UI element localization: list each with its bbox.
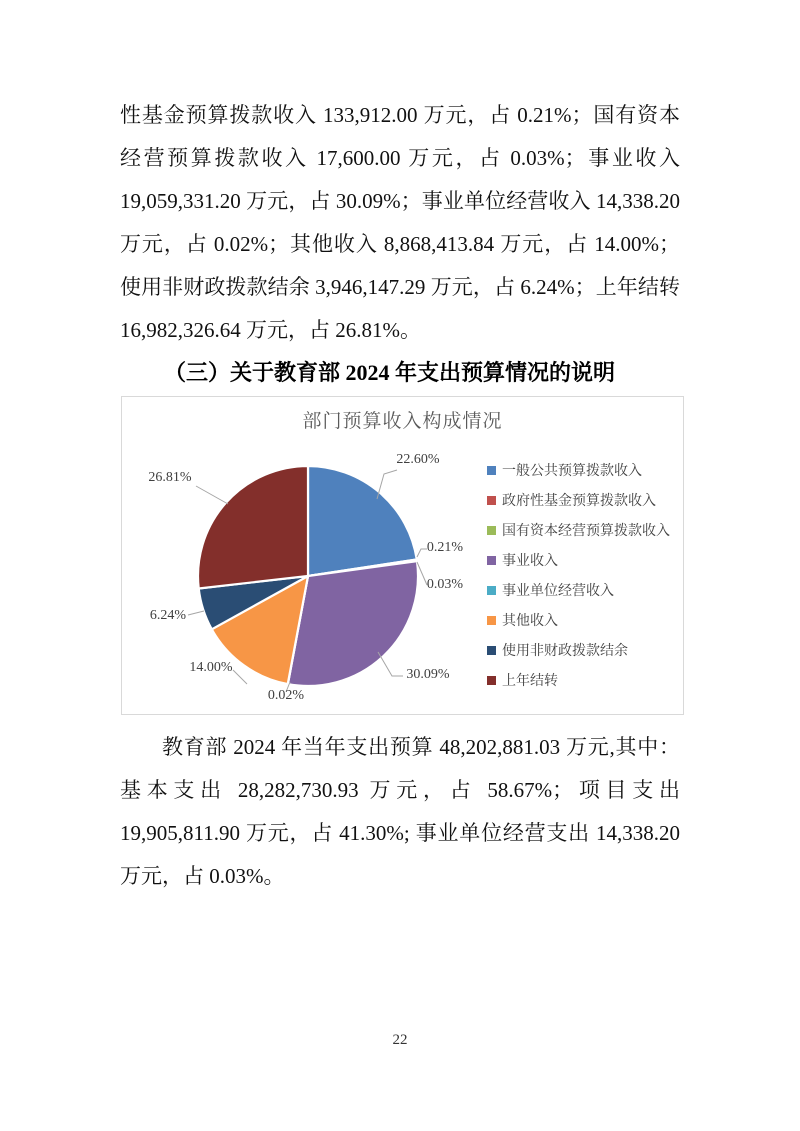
label-leader-line (233, 670, 247, 684)
pie-percent-label: 0.21% (426, 540, 464, 555)
legend-label: 上年结转 (502, 674, 558, 689)
legend-item-4 (487, 545, 670, 575)
pie-percent-label: 22.60% (396, 452, 440, 467)
legend-swatch-icon (487, 646, 496, 655)
text-column (120, 0, 680, 898)
pie-slice-8 (198, 466, 308, 588)
chart-title: 部门预算收入构成情况 (302, 411, 503, 432)
legend-swatch-icon (487, 676, 496, 685)
legend-item-5 (487, 575, 670, 605)
paragraph-revenue-continuation: 性基金预算拨款收入 133,912.00 万元，占 0.21%；国有资本经营预算拨款收入 17,600.00 万元，占 0.03%；事业收入 19,059,331.20 万元，占 30.09%；事业单位经营收入 14,338.20 万元，占 0.02%；其他收入 8,868,413.84 万元，占 14.00%；使用非财政拨款结余 3,946,147.29 万元，占 6.24%；上年结转 16,982,326.64 万元，占 26.81%。 (120, 103, 680, 342)
legend-swatch-icon (487, 466, 496, 475)
legend-label: 其他收入 (502, 614, 558, 629)
pie-percent-label: 0.02% (267, 688, 305, 703)
legend-item-2 (487, 485, 670, 515)
page-number: 22 (392, 1032, 408, 1048)
legend-item-8 (487, 665, 670, 695)
section-heading: （三）关于教育部 2024 年支出预算情况的说明 (164, 360, 616, 385)
legend-label: 国有资本经营预算拨款收入 (502, 524, 670, 539)
paragraph-expenditure: 教育部 2024 年当年支出预算 48,202,881.03 万元,其中：基本支出 28,282,730.93 万元，占 58.67%；项目支出 19,905,811.90 万元，占 41.30%; 事业单位经营支出 14,338.20 万元，占 0.03%。 (120, 735, 680, 888)
legend-swatch-icon (487, 526, 496, 535)
legend-item-1 (487, 455, 670, 485)
legend-label: 事业收入 (502, 554, 558, 569)
legend-swatch-icon (487, 586, 496, 595)
legend-label: 政府性基金预算拨款收入 (502, 494, 656, 509)
pie-percent-label: 14.00% (189, 660, 233, 675)
legend-label: 使用非财政拨款结余 (502, 644, 628, 659)
legend-item-3 (487, 515, 670, 545)
label-leader-line (196, 486, 228, 504)
legend-item-6 (487, 605, 670, 635)
label-leader-line (417, 549, 427, 557)
legend-swatch-icon (487, 616, 496, 625)
pie-percent-label: 6.24% (149, 608, 187, 623)
pie-percent-label: 26.81% (148, 470, 192, 485)
chart-legend (487, 455, 670, 695)
pie-percent-label: 0.03% (426, 577, 464, 592)
label-leader-line (188, 611, 204, 615)
legend-label: 事业单位经营收入 (502, 584, 614, 599)
legend-swatch-icon (487, 496, 496, 505)
pie-chart-figure (121, 396, 684, 715)
legend-item-7 (487, 635, 670, 665)
pie-percent-label: 30.09% (406, 667, 450, 682)
legend-swatch-icon (487, 556, 496, 565)
legend-label: 一般公共预算拨款收入 (502, 464, 642, 479)
pie-slice-1 (308, 466, 417, 576)
